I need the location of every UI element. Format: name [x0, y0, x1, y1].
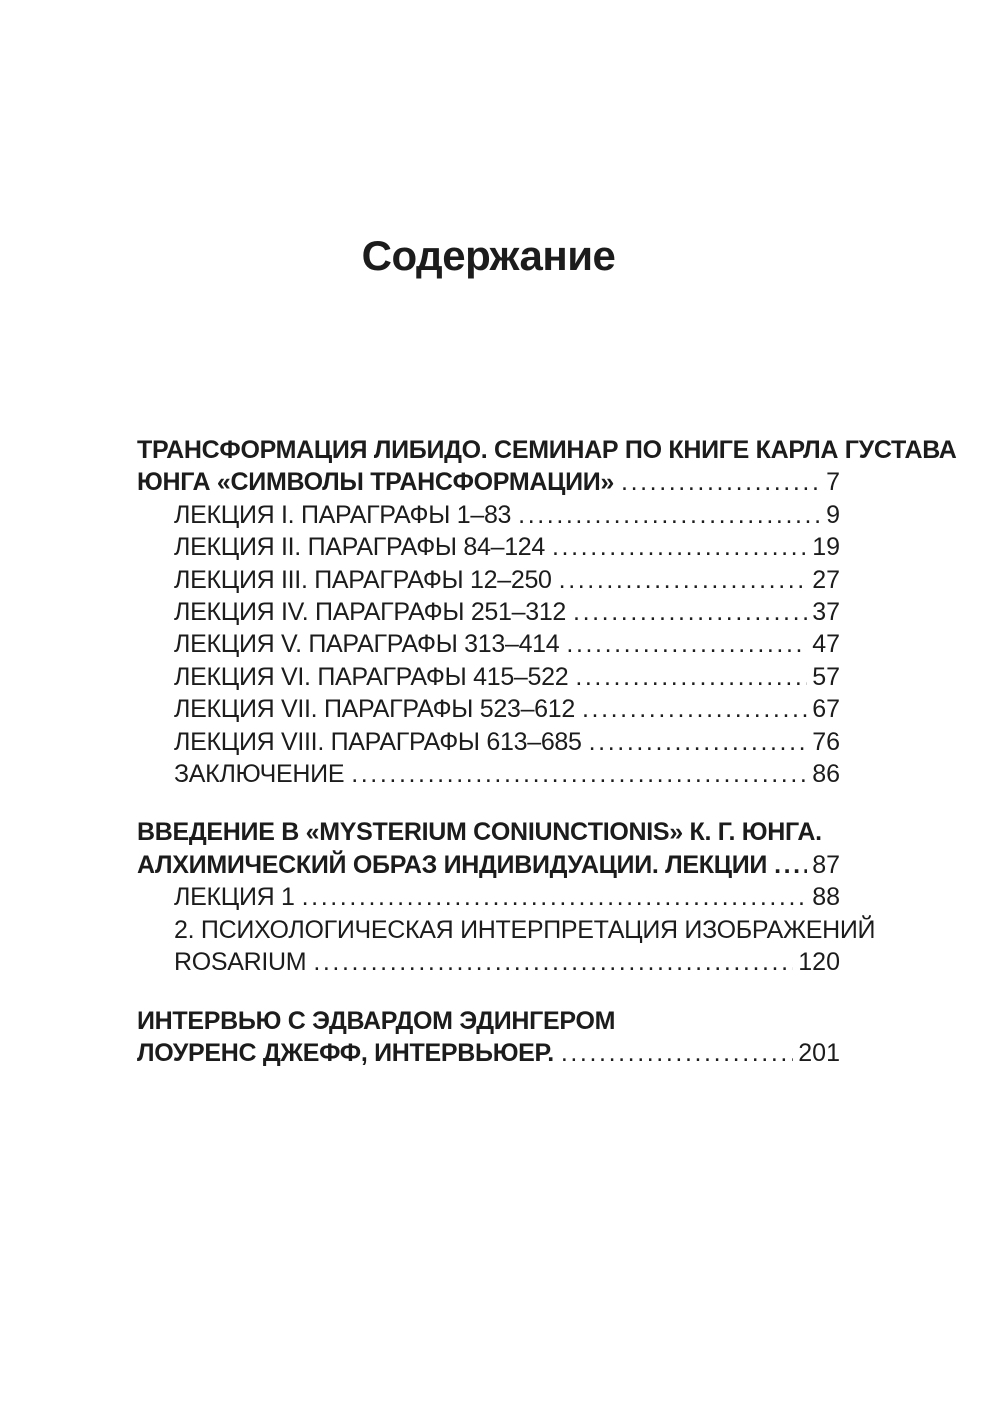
- table-of-contents: [137, 434, 957, 1069]
- dot-leader: [582, 693, 807, 725]
- toc-row-text: ВВЕДЕНИЕ В «MYSTERIUM CONIUNCTIONIS» К. Г. ЮНГА.: [137, 818, 822, 847]
- toc-page-number: 27: [812, 565, 840, 594]
- toc-row-text: ЛЕКЦИЯ IV. ПАРАГРАФЫ 251–312: [174, 598, 567, 627]
- toc-row-text: ЛЕКЦИЯ III. ПАРАГРАФЫ 12–250: [174, 565, 552, 594]
- dot-leader: [573, 596, 807, 628]
- toc-page-number: 76: [812, 727, 840, 756]
- toc-row: [137, 499, 840, 531]
- dot-leader: [518, 499, 821, 531]
- toc-row: [137, 661, 840, 693]
- toc-row-text: ЛЕКЦИЯ VII. ПАРАГРАФЫ 523–612: [174, 695, 575, 724]
- toc-row-text: ЮНГА «СИМВОЛЫ ТРАНСФОРМАЦИИ»: [137, 468, 615, 497]
- toc-row: [137, 628, 840, 660]
- dot-leader: [621, 466, 821, 498]
- toc-page-number: 86: [812, 760, 840, 789]
- toc-row-text: ИНТЕРВЬЮ С ЭДВАРДОМ ЭДИНГЕРОМ: [137, 1006, 616, 1035]
- toc-row: [137, 816, 840, 848]
- toc-page-number: 201: [798, 1038, 840, 1067]
- toc-page-number: 7: [826, 468, 840, 497]
- toc-row: [137, 914, 876, 946]
- dot-leader: [552, 531, 807, 563]
- toc-row-text: АЛХИМИЧЕСКИЙ ОБРАЗ ИНДИВИДУАЦИИ. ЛЕКЦИИ: [137, 850, 768, 879]
- toc-row-text: ТРАНСФОРМАЦИЯ ЛИБИДО. СЕМИНАР ПО КНИГЕ КАРЛА ГУСТАВА: [137, 436, 957, 464]
- toc-row: [137, 466, 840, 498]
- toc-row: [137, 881, 840, 913]
- toc-row: [137, 434, 957, 466]
- toc-row-text: 2. ПСИХОЛОГИЧЕСКАЯ ИНТЕРПРЕТАЦИЯ ИЗОБРАЖЕНИЙ: [174, 915, 876, 944]
- toc-row: [137, 1037, 840, 1069]
- toc-row-text: ЛЕКЦИЯ V. ПАРАГРАФЫ 313–414: [174, 630, 560, 659]
- toc-page-number: 57: [812, 662, 840, 691]
- toc-row: [137, 849, 840, 881]
- dot-leader: [302, 881, 808, 913]
- toc-page-number: 37: [812, 598, 840, 627]
- dot-leader: [589, 726, 808, 758]
- dot-leader: [313, 946, 793, 978]
- toc-page-number: 67: [812, 695, 840, 724]
- toc-row: [137, 531, 840, 563]
- dot-leader: [566, 628, 807, 660]
- toc-row-text: ЗАКЛЮЧЕНИЕ: [174, 760, 345, 789]
- toc-row-text: ЛЕКЦИЯ VI. ПАРАГРАФЫ 415–522: [174, 662, 569, 691]
- toc-row-text: ROSARIUM: [174, 948, 307, 977]
- dot-leader: [774, 849, 807, 881]
- toc-row: [137, 758, 840, 790]
- dot-leader: [561, 1037, 793, 1069]
- dot-leader: [559, 564, 808, 596]
- page-title: Содержание: [361, 232, 616, 279]
- toc-row: [137, 1005, 840, 1037]
- toc-row-text: ЛЕКЦИЯ VIII. ПАРАГРАФЫ 613–685: [174, 727, 582, 756]
- dot-leader: [575, 661, 807, 693]
- toc-page-number: 87: [812, 850, 840, 879]
- toc-page-number: 88: [812, 883, 840, 912]
- toc-row-text: ЛОУРЕНС ДЖЕФФ, ИНТЕРВЬЮЕР.: [137, 1038, 554, 1067]
- toc-page-number: 9: [826, 500, 840, 529]
- toc-row-text: ЛЕКЦИЯ 1: [174, 883, 295, 912]
- toc-row-text: ЛЕКЦИЯ I. ПАРАГРАФЫ 1–83: [174, 500, 512, 529]
- toc-page-number: 120: [798, 948, 840, 977]
- toc-page-number: 47: [812, 630, 840, 659]
- toc-row: [137, 564, 840, 596]
- toc-page-number: 19: [812, 533, 840, 562]
- toc-row: [137, 693, 840, 725]
- toc-row: [137, 946, 840, 978]
- toc-row: [137, 726, 840, 758]
- dot-leader: [351, 758, 807, 790]
- toc-row: [137, 596, 840, 628]
- toc-row-text: ЛЕКЦИЯ II. ПАРАГРАФЫ 84–124: [174, 533, 546, 562]
